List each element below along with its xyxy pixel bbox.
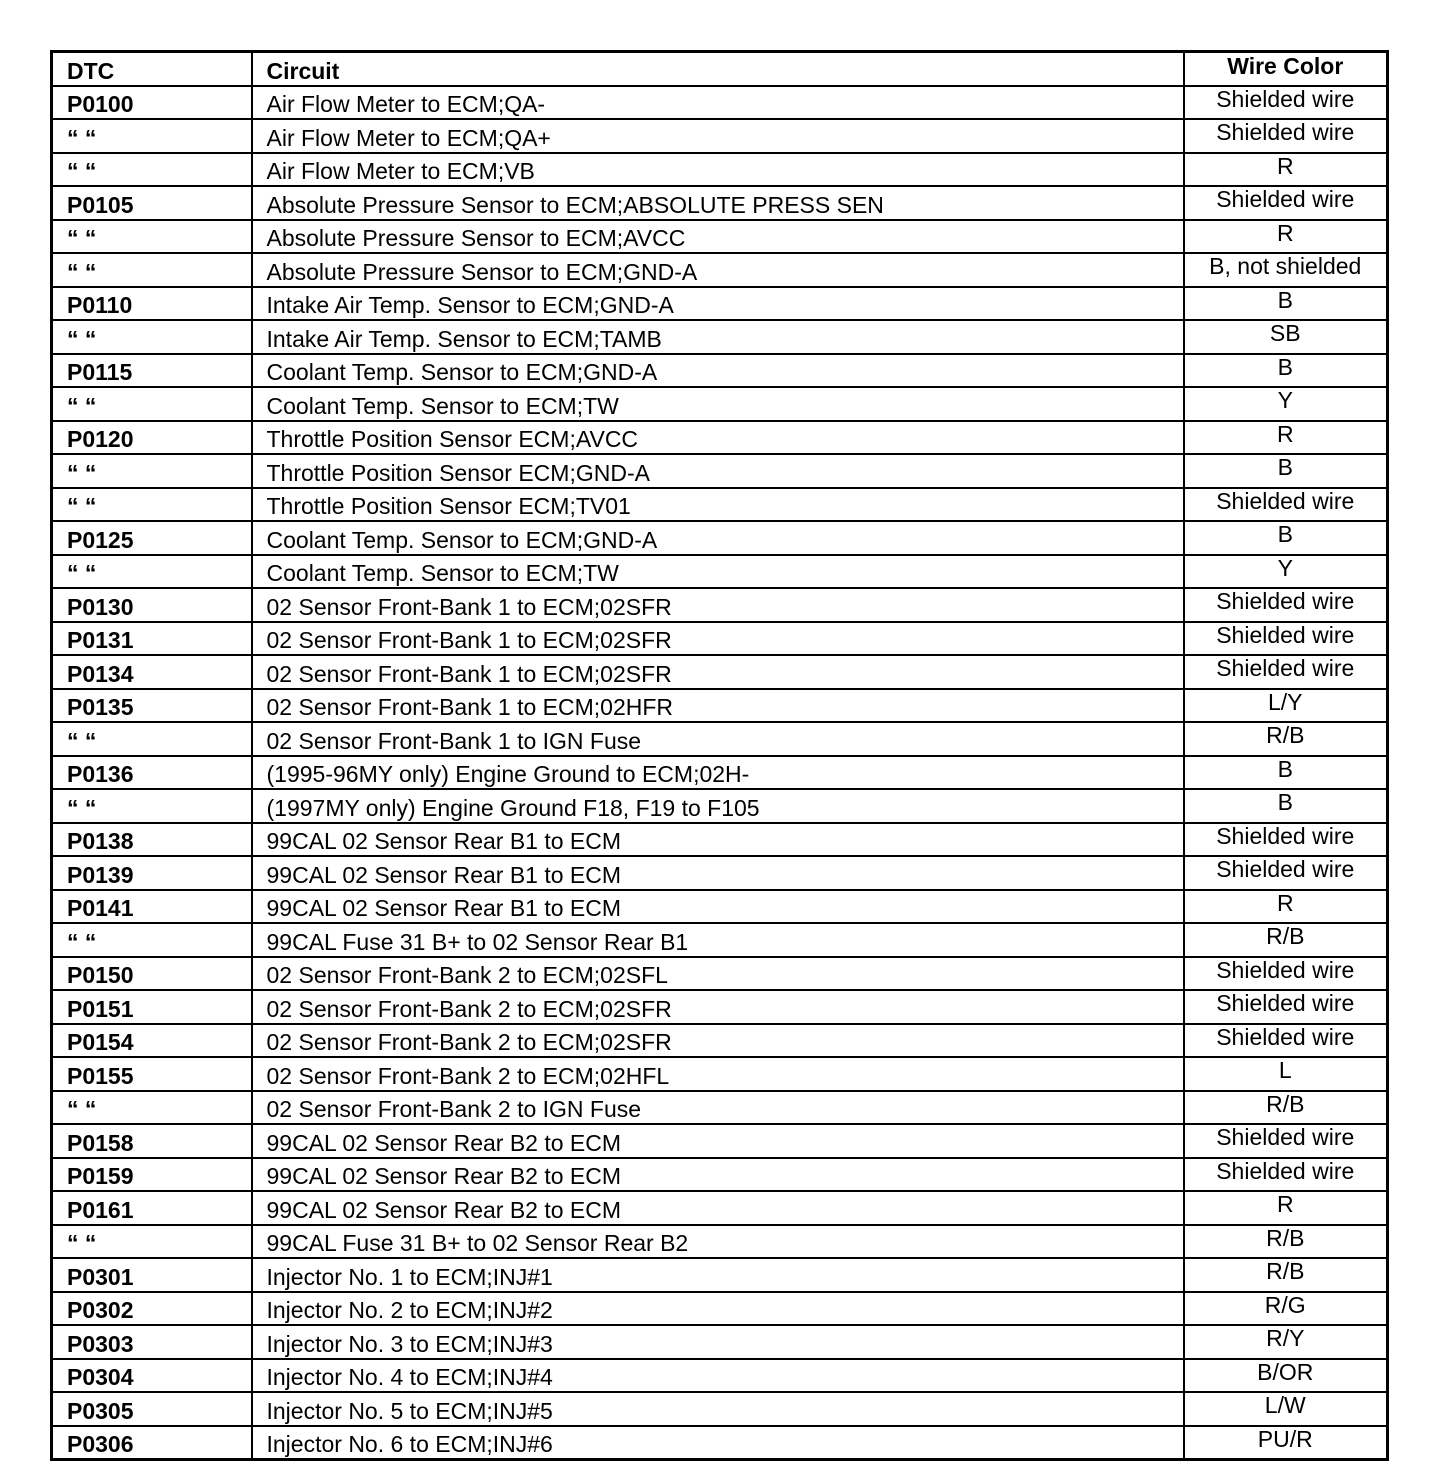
- dtc-cell: “ “: [52, 387, 252, 421]
- table-row: [52, 588, 1388, 622]
- wire-color-cell: R/Y: [1184, 1325, 1388, 1359]
- wire-color-cell: Shielded wire: [1184, 622, 1388, 656]
- dtc-cell: P0304: [52, 1359, 252, 1393]
- circuit-cell: 02 Sensor Front-Bank 1 to IGN Fuse: [252, 722, 1184, 756]
- circuit-cell: Air Flow Meter to ECM;VB: [252, 153, 1184, 187]
- dtc-cell: “ “: [52, 722, 252, 756]
- wire-color-cell: R/B: [1184, 722, 1388, 756]
- circuit-cell: 99CAL 02 Sensor Rear B2 to ECM: [252, 1158, 1184, 1192]
- table-row: [52, 689, 1388, 723]
- circuit-cell: 02 Sensor Front-Bank 1 to ECM;02HFR: [252, 689, 1184, 723]
- wire-color-cell: PU/R: [1184, 1426, 1388, 1460]
- dtc-cell: P0141: [52, 890, 252, 924]
- circuit-cell: Air Flow Meter to ECM;QA+: [252, 119, 1184, 153]
- wire-color-cell: Shielded wire: [1184, 990, 1388, 1024]
- dtc-cell: P0120: [52, 421, 252, 455]
- dtc-cell: P0100: [52, 86, 252, 120]
- wire-color-cell: Shielded wire: [1184, 823, 1388, 857]
- table-row: [52, 153, 1388, 187]
- circuit-cell: Coolant Temp. Sensor to ECM;GND-A: [252, 354, 1184, 388]
- circuit-cell: Injector No. 6 to ECM;INJ#6: [252, 1426, 1184, 1460]
- table-row: [52, 354, 1388, 388]
- dtc-cell: P0155: [52, 1057, 252, 1091]
- circuit-cell: 99CAL Fuse 31 B+ to 02 Sensor Rear B2: [252, 1225, 1184, 1259]
- wire-color-cell: Shielded wire: [1184, 957, 1388, 991]
- wire-color-cell: SB: [1184, 320, 1388, 354]
- circuit-cell: Throttle Position Sensor ECM;GND-A: [252, 454, 1184, 488]
- circuit-cell: 02 Sensor Front-Bank 2 to ECM;02SFR: [252, 990, 1184, 1024]
- table-row: [52, 253, 1388, 287]
- dtc-cell: P0154: [52, 1024, 252, 1058]
- table-row: [52, 488, 1388, 522]
- circuit-cell: 99CAL 02 Sensor Rear B1 to ECM: [252, 823, 1184, 857]
- dtc-cell: P0150: [52, 957, 252, 991]
- circuit-cell: Absolute Pressure Sensor to ECM;ABSOLUTE PRESS SEN: [252, 186, 1184, 220]
- wire-color-cell: Y: [1184, 387, 1388, 421]
- dtc-cell: P0301: [52, 1258, 252, 1292]
- circuit-cell: 02 Sensor Front-Bank 1 to ECM;02SFR: [252, 655, 1184, 689]
- wire-color-cell: Shielded wire: [1184, 856, 1388, 890]
- circuit-cell: 99CAL 02 Sensor Rear B2 to ECM: [252, 1124, 1184, 1158]
- table-row: [52, 1292, 1388, 1326]
- circuit-cell: Throttle Position Sensor ECM;TV01: [252, 488, 1184, 522]
- table-row: [52, 86, 1388, 120]
- circuit-cell: 99CAL Fuse 31 B+ to 02 Sensor Rear B1: [252, 923, 1184, 957]
- table-row: [52, 1124, 1388, 1158]
- circuit-cell: Absolute Pressure Sensor to ECM;AVCC: [252, 220, 1184, 254]
- table-row: [52, 856, 1388, 890]
- circuit-cell: 02 Sensor Front-Bank 2 to ECM;02SFL: [252, 957, 1184, 991]
- table-row: [52, 186, 1388, 220]
- wire-color-cell: L/W: [1184, 1392, 1388, 1426]
- wire-color-cell: B: [1184, 521, 1388, 555]
- dtc-circuit-table: [50, 50, 1389, 1461]
- wire-color-cell: B: [1184, 354, 1388, 388]
- wire-color-cell: R/B: [1184, 1225, 1388, 1259]
- dtc-cell: P0115: [52, 354, 252, 388]
- dtc-cell: P0125: [52, 521, 252, 555]
- circuit-cell: 99CAL 02 Sensor Rear B2 to ECM: [252, 1191, 1184, 1225]
- dtc-cell: P0134: [52, 655, 252, 689]
- table-row: [52, 890, 1388, 924]
- circuit-cell: 99CAL 02 Sensor Rear B1 to ECM: [252, 890, 1184, 924]
- circuit-cell: Absolute Pressure Sensor to ECM;GND-A: [252, 253, 1184, 287]
- wire-color-cell: Y: [1184, 555, 1388, 589]
- dtc-cell: P0159: [52, 1158, 252, 1192]
- dtc-cell: P0306: [52, 1426, 252, 1460]
- dtc-cell: P0138: [52, 823, 252, 857]
- dtc-cell: “ “: [52, 253, 252, 287]
- table-row: [52, 454, 1388, 488]
- table-row: [52, 722, 1388, 756]
- circuit-cell: (1995-96MY only) Engine Ground to ECM;02H-: [252, 756, 1184, 790]
- dtc-cell: “ “: [52, 320, 252, 354]
- circuit-cell: Coolant Temp. Sensor to ECM;TW: [252, 387, 1184, 421]
- circuit-cell: 02 Sensor Front-Bank 2 to IGN Fuse: [252, 1091, 1184, 1125]
- table-row: [52, 387, 1388, 421]
- table-row: [52, 421, 1388, 455]
- header-dtc: DTC: [52, 52, 252, 86]
- circuit-cell: Injector No. 1 to ECM;INJ#1: [252, 1258, 1184, 1292]
- dtc-cell: P0303: [52, 1325, 252, 1359]
- dtc-cell: “ “: [52, 454, 252, 488]
- dtc-cell: P0158: [52, 1124, 252, 1158]
- dtc-cell: P0136: [52, 756, 252, 790]
- table-row: [52, 823, 1388, 857]
- table-row: [52, 1024, 1388, 1058]
- dtc-cell: “ “: [52, 1225, 252, 1259]
- wire-color-cell: Shielded wire: [1184, 588, 1388, 622]
- circuit-cell: Coolant Temp. Sensor to ECM;TW: [252, 555, 1184, 589]
- wire-color-cell: R: [1184, 421, 1388, 455]
- wire-color-cell: B, not shielded: [1184, 253, 1388, 287]
- table-row: [52, 990, 1388, 1024]
- dtc-cell: “ “: [52, 119, 252, 153]
- dtc-cell: “ “: [52, 488, 252, 522]
- table-row: [52, 220, 1388, 254]
- table-row: [52, 1057, 1388, 1091]
- table-row: [52, 1325, 1388, 1359]
- dtc-cell: P0302: [52, 1292, 252, 1326]
- table-row: [52, 1191, 1388, 1225]
- circuit-cell: 02 Sensor Front-Bank 2 to ECM;02HFL: [252, 1057, 1184, 1091]
- table-row: [52, 1426, 1388, 1460]
- table-row: [52, 1258, 1388, 1292]
- wire-color-cell: L/Y: [1184, 689, 1388, 723]
- dtc-cell: “ “: [52, 220, 252, 254]
- wire-color-cell: Shielded wire: [1184, 86, 1388, 120]
- wire-color-cell: R: [1184, 153, 1388, 187]
- dtc-cell: “ “: [52, 1091, 252, 1125]
- wire-color-cell: R/B: [1184, 1091, 1388, 1125]
- dtc-cell: P0130: [52, 588, 252, 622]
- table-row: [52, 923, 1388, 957]
- header-wire-color: Wire Color: [1184, 52, 1388, 86]
- dtc-cell: “ “: [52, 555, 252, 589]
- dtc-cell: P0305: [52, 1392, 252, 1426]
- circuit-cell: Intake Air Temp. Sensor to ECM;GND-A: [252, 287, 1184, 321]
- wire-color-cell: B/OR: [1184, 1359, 1388, 1393]
- dtc-cell: P0139: [52, 856, 252, 890]
- circuit-cell: Injector No. 2 to ECM;INJ#2: [252, 1292, 1184, 1326]
- circuit-cell: Coolant Temp. Sensor to ECM;GND-A: [252, 521, 1184, 555]
- table-row: [52, 1225, 1388, 1259]
- circuit-cell: 99CAL 02 Sensor Rear B1 to ECM: [252, 856, 1184, 890]
- table-row: [52, 655, 1388, 689]
- circuit-cell: Intake Air Temp. Sensor to ECM;TAMB: [252, 320, 1184, 354]
- wire-color-cell: R: [1184, 220, 1388, 254]
- table-header-row: [52, 52, 1388, 86]
- circuit-cell: Air Flow Meter to ECM;QA-: [252, 86, 1184, 120]
- table-row: [52, 521, 1388, 555]
- wire-color-cell: R/B: [1184, 1258, 1388, 1292]
- table-row: [52, 789, 1388, 823]
- table-row: [52, 1392, 1388, 1426]
- table-body: [52, 86, 1388, 1460]
- dtc-cell: “ “: [52, 153, 252, 187]
- table-row: [52, 756, 1388, 790]
- wire-color-cell: B: [1184, 756, 1388, 790]
- table-row: [52, 320, 1388, 354]
- header-circuit: Circuit: [252, 52, 1184, 86]
- circuit-cell: Throttle Position Sensor ECM;AVCC: [252, 421, 1184, 455]
- dtc-cell: P0151: [52, 990, 252, 1024]
- table-row: [52, 119, 1388, 153]
- wire-color-cell: R/B: [1184, 923, 1388, 957]
- table-row: [52, 287, 1388, 321]
- dtc-cell: “ “: [52, 789, 252, 823]
- wire-color-cell: R: [1184, 1191, 1388, 1225]
- wire-color-cell: R/G: [1184, 1292, 1388, 1326]
- wire-color-cell: Shielded wire: [1184, 119, 1388, 153]
- dtc-cell: “ “: [52, 923, 252, 957]
- dtc-cell: P0161: [52, 1191, 252, 1225]
- table-row: [52, 957, 1388, 991]
- table-row: [52, 622, 1388, 656]
- circuit-cell: 02 Sensor Front-Bank 2 to ECM;02SFR: [252, 1024, 1184, 1058]
- wire-color-cell: Shielded wire: [1184, 1124, 1388, 1158]
- table-row: [52, 1359, 1388, 1393]
- circuit-cell: Injector No. 3 to ECM;INJ#3: [252, 1325, 1184, 1359]
- wire-color-cell: B: [1184, 454, 1388, 488]
- table-row: [52, 1091, 1388, 1125]
- dtc-cell: P0135: [52, 689, 252, 723]
- dtc-cell: P0110: [52, 287, 252, 321]
- circuit-cell: 02 Sensor Front-Bank 1 to ECM;02SFR: [252, 622, 1184, 656]
- wire-color-cell: B: [1184, 789, 1388, 823]
- wire-color-cell: L: [1184, 1057, 1388, 1091]
- circuit-cell: Injector No. 4 to ECM;INJ#4: [252, 1359, 1184, 1393]
- wire-color-cell: Shielded wire: [1184, 186, 1388, 220]
- dtc-cell: P0105: [52, 186, 252, 220]
- table-row: [52, 1158, 1388, 1192]
- table-row: [52, 555, 1388, 589]
- circuit-cell: 02 Sensor Front-Bank 1 to ECM;02SFR: [252, 588, 1184, 622]
- circuit-cell: (1997MY only) Engine Ground F18, F19 to F105: [252, 789, 1184, 823]
- circuit-cell: Injector No. 5 to ECM;INJ#5: [252, 1392, 1184, 1426]
- wire-color-cell: B: [1184, 287, 1388, 321]
- wire-color-cell: Shielded wire: [1184, 488, 1388, 522]
- wire-color-cell: R: [1184, 890, 1388, 924]
- dtc-cell: P0131: [52, 622, 252, 656]
- wire-color-cell: Shielded wire: [1184, 1024, 1388, 1058]
- wire-color-cell: Shielded wire: [1184, 1158, 1388, 1192]
- wire-color-cell: Shielded wire: [1184, 655, 1388, 689]
